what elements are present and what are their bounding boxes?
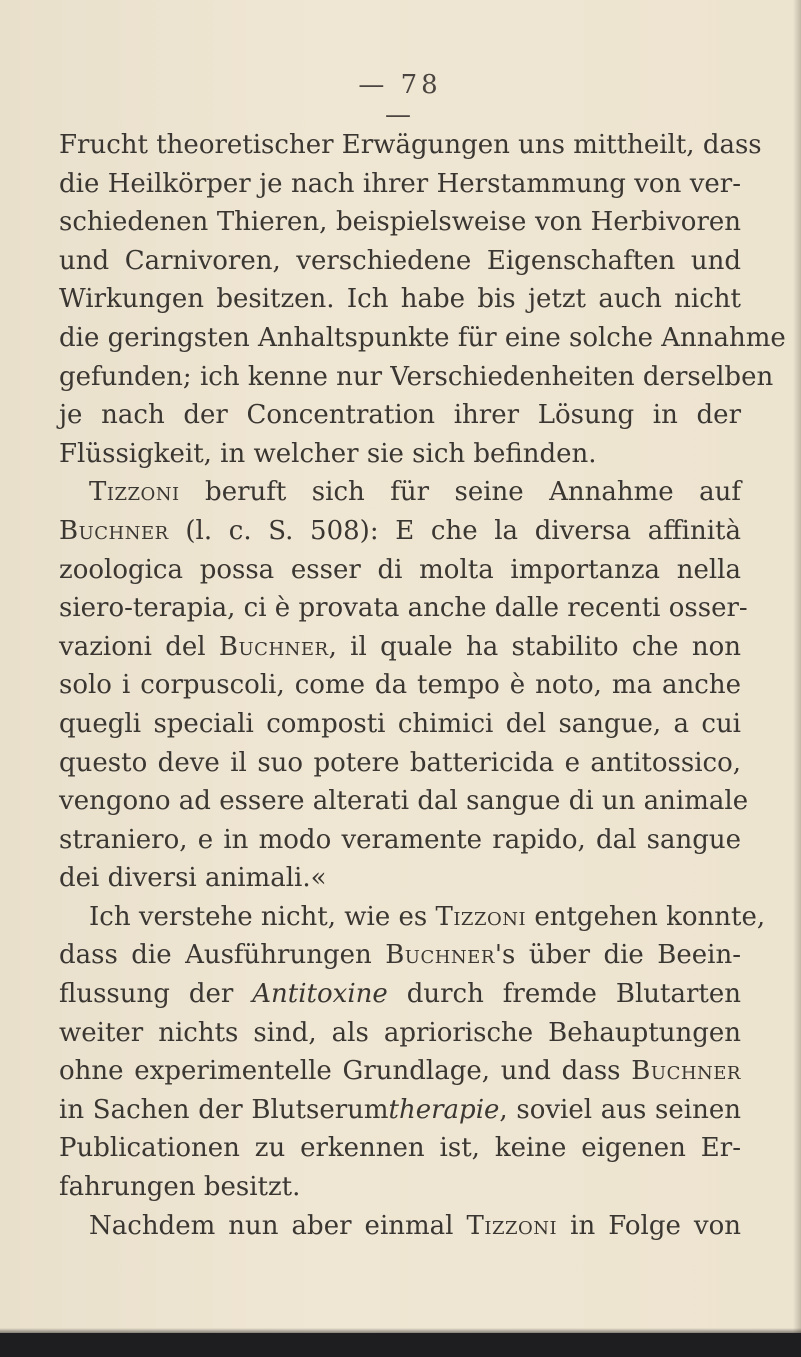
text-span: Nachdem nun aber einmal (89, 1210, 467, 1241)
italic-term: therapie (388, 1094, 500, 1125)
text-span: entgehen konnte, (526, 901, 766, 932)
text-span: ohne experimentelle Grundlage, und dass (59, 1056, 632, 1087)
text-span: 's über die Beein- (494, 940, 741, 971)
text-line (59, 936, 741, 975)
text-line (59, 1091, 741, 1130)
text-line: siero-terapia, ci è provata anche dalle recenti osser- (59, 593, 748, 624)
author-name: Buchner (218, 631, 329, 662)
text-line (59, 898, 766, 937)
text-span: Ich verstehe nicht, wie es (89, 901, 436, 932)
scan-bottom-border (0, 1333, 801, 1357)
text-span: durch fremde Blutarten (387, 979, 741, 1010)
text-line: schiedenen Thieren, beispielsweise von Herbivoren (59, 207, 741, 238)
text-line (59, 473, 741, 512)
text-line (59, 512, 741, 551)
text-line: Publicationen zu erkennen ist, keine eigenen Er- (59, 1133, 741, 1164)
page-edge-shadow (793, 0, 801, 1357)
text-span: (l. c. S. 508): E che la diversa affinità (168, 515, 741, 546)
text-span: in Folge von (557, 1210, 741, 1241)
author-name: Tizzoni (466, 1210, 558, 1241)
text-span: beruft sich für seine Annahme auf (179, 477, 741, 508)
author-name: Tizzoni (435, 901, 527, 932)
text-line: straniero, e in modo veramente rapido, dal sangue (59, 824, 741, 855)
text-line: solo i corpuscoli, come da tempo è noto, ma anche (59, 670, 741, 701)
text-span: dass die Ausführungen (59, 940, 386, 971)
text-line: und Carnivoren, verschiedene Eigenschaften und (59, 245, 741, 276)
text-line: fahrungen besitzt. (59, 1172, 301, 1203)
text-line: Frucht theoretischer Erwägungen uns mittheilt, dass (59, 130, 762, 160)
author-name: Tizzoni (89, 477, 180, 508)
text-line (59, 1207, 741, 1246)
text-line (59, 628, 741, 667)
text-span: , il quale ha stabilito che non (328, 631, 741, 662)
text-line: Wirkungen besitzen. Ich habe bis jetzt auch nicht (59, 284, 741, 315)
author-name: Buchner (385, 940, 495, 971)
text-line: Flüssigkeit, in welcher sie sich befinden. (59, 438, 597, 469)
text-line: je nach der Concentration ihrer Lösung in der (59, 400, 741, 431)
text-span: in Sachen der Blutserum (59, 1094, 389, 1125)
author-name: Buchner (59, 515, 169, 546)
text-line: weiter nichts sind, als apriorische Behauptungen (59, 1017, 741, 1048)
text-line: die geringsten Anhaltspunkte für eine solche Annahme (59, 322, 786, 353)
text-span: vazioni del (59, 631, 219, 662)
text-line: quegli speciali composti chimici del sangue, a cui (59, 708, 741, 739)
page-number: — 78 — (358, 70, 442, 130)
text-line (59, 1052, 741, 1091)
text-line: dei diversi animali.« (59, 863, 327, 894)
text-line: gefunden; ich kenne nur Verschiedenheiten derselben (59, 361, 774, 392)
italic-term: Antitoxine (252, 979, 388, 1010)
text-line: vengono ad essere alterati dal sangue di un animale (59, 786, 749, 817)
text-line: zoologica possa esser di molta importanza nella (59, 554, 741, 585)
body-text (59, 126, 786, 1245)
text-line (59, 975, 741, 1014)
text-span: flussung der (59, 979, 253, 1010)
author-name: Buchner (631, 1056, 741, 1087)
text-line: questo deve il suo potere battericida e antitossico, (59, 747, 741, 778)
text-span: , soviel aus seinen (499, 1094, 741, 1125)
text-line: die Heilkörper je nach ihrer Herstammung von ver- (59, 168, 741, 199)
